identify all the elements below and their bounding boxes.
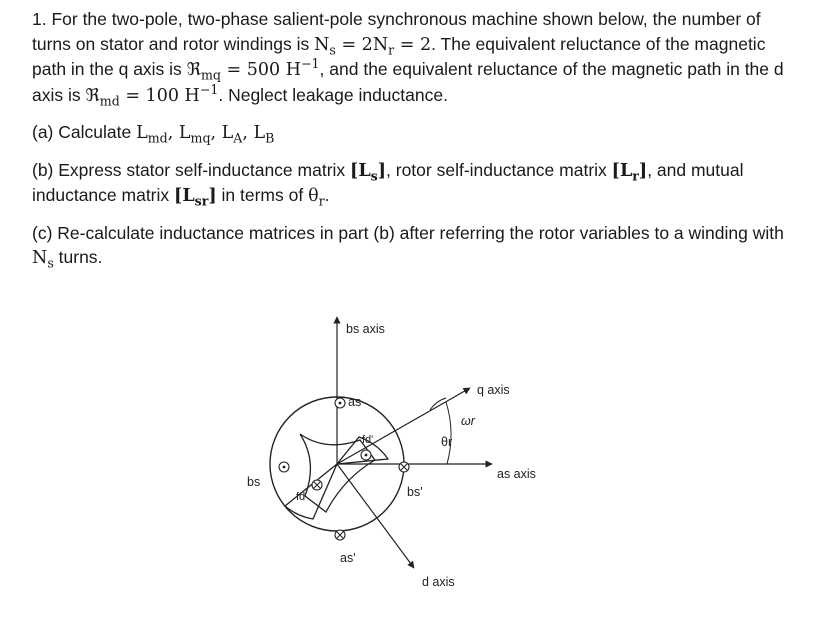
eq-turns: $N_s = 2N_r = 2$	[314, 34, 432, 57]
fd-conductor-icon	[312, 480, 322, 490]
matrix-Ls: $[L_s]$	[350, 160, 387, 183]
fd-prime-conductor-icon	[361, 450, 371, 460]
part-a-quantities: $L_{md}$, $L_{mq}$, $L_A$, $L_B$	[136, 123, 275, 146]
label-theta-r: θr	[441, 435, 453, 449]
problem-intro: 1. For the two-pole, two-phase salient-pole synchronous machine shown below, the number of turns on stator and rotor windings is $N_s = 2N_r = 2$. The equivalent reluctance of the magnetic path in the q axis is ℜ$_{mq}$ = 500 $H^{-1}$, and the equivalent reluctance of the magnetic path in the d axis is ℜ$_{md}$ = 100 $H^{-1}$. Neglect leakage inductance.	[32, 9, 784, 108]
label-fd: fd	[296, 491, 306, 503]
label-bs-prime: bs'	[407, 485, 423, 499]
theta-r-arc	[446, 402, 451, 464]
label-bs-axis: bs axis	[346, 322, 385, 336]
matrix-Lr: $[L_r]$	[611, 160, 648, 183]
matrix-Lsr: $[L_{sr}]$	[174, 186, 217, 209]
eq-reluctance-d: ℜ$_{md}$ = 100 $H^{-1}$	[85, 81, 219, 108]
label-as-prime: as'	[340, 551, 356, 565]
part-c: (c) Re-calculate inductance matrices in part (b) after referring the rotor variables to a winding with $N_s$ turns.	[32, 222, 784, 271]
label-as: as	[348, 395, 362, 409]
bs-conductor-icon	[279, 462, 289, 472]
label-as-axis: as axis	[497, 467, 536, 481]
Ns-symbol: $N_s$	[32, 248, 54, 271]
as-prime-conductor-icon	[335, 530, 345, 540]
eq-reluctance-q: ℜ$_{mq}$ = 500 $H^{-1}$	[186, 56, 320, 83]
label-q-axis: q axis	[477, 383, 510, 397]
omega-r-arc	[430, 398, 446, 410]
part-b: (b) Express stator self-inductance matrix $[L_s]$, rotor self-inductance matrix $[L_r]$, and mutual inductance matrix $[L_{sr}]$ in terms of $\theta_r$.	[32, 159, 744, 209]
label-bs: bs	[247, 475, 261, 489]
label-d-axis: d axis	[422, 575, 455, 589]
part-a: (a) Calculate $L_{md}$, $L_{mq}$, $L_A$, $L_B$	[32, 122, 275, 146]
bs-prime-conductor-icon	[399, 462, 409, 472]
as-conductor-icon	[335, 398, 345, 408]
label-omega-r: ωr	[461, 414, 475, 428]
label-fd-prime: fd'	[362, 434, 374, 446]
theta-r: $\theta_r$	[308, 186, 325, 209]
